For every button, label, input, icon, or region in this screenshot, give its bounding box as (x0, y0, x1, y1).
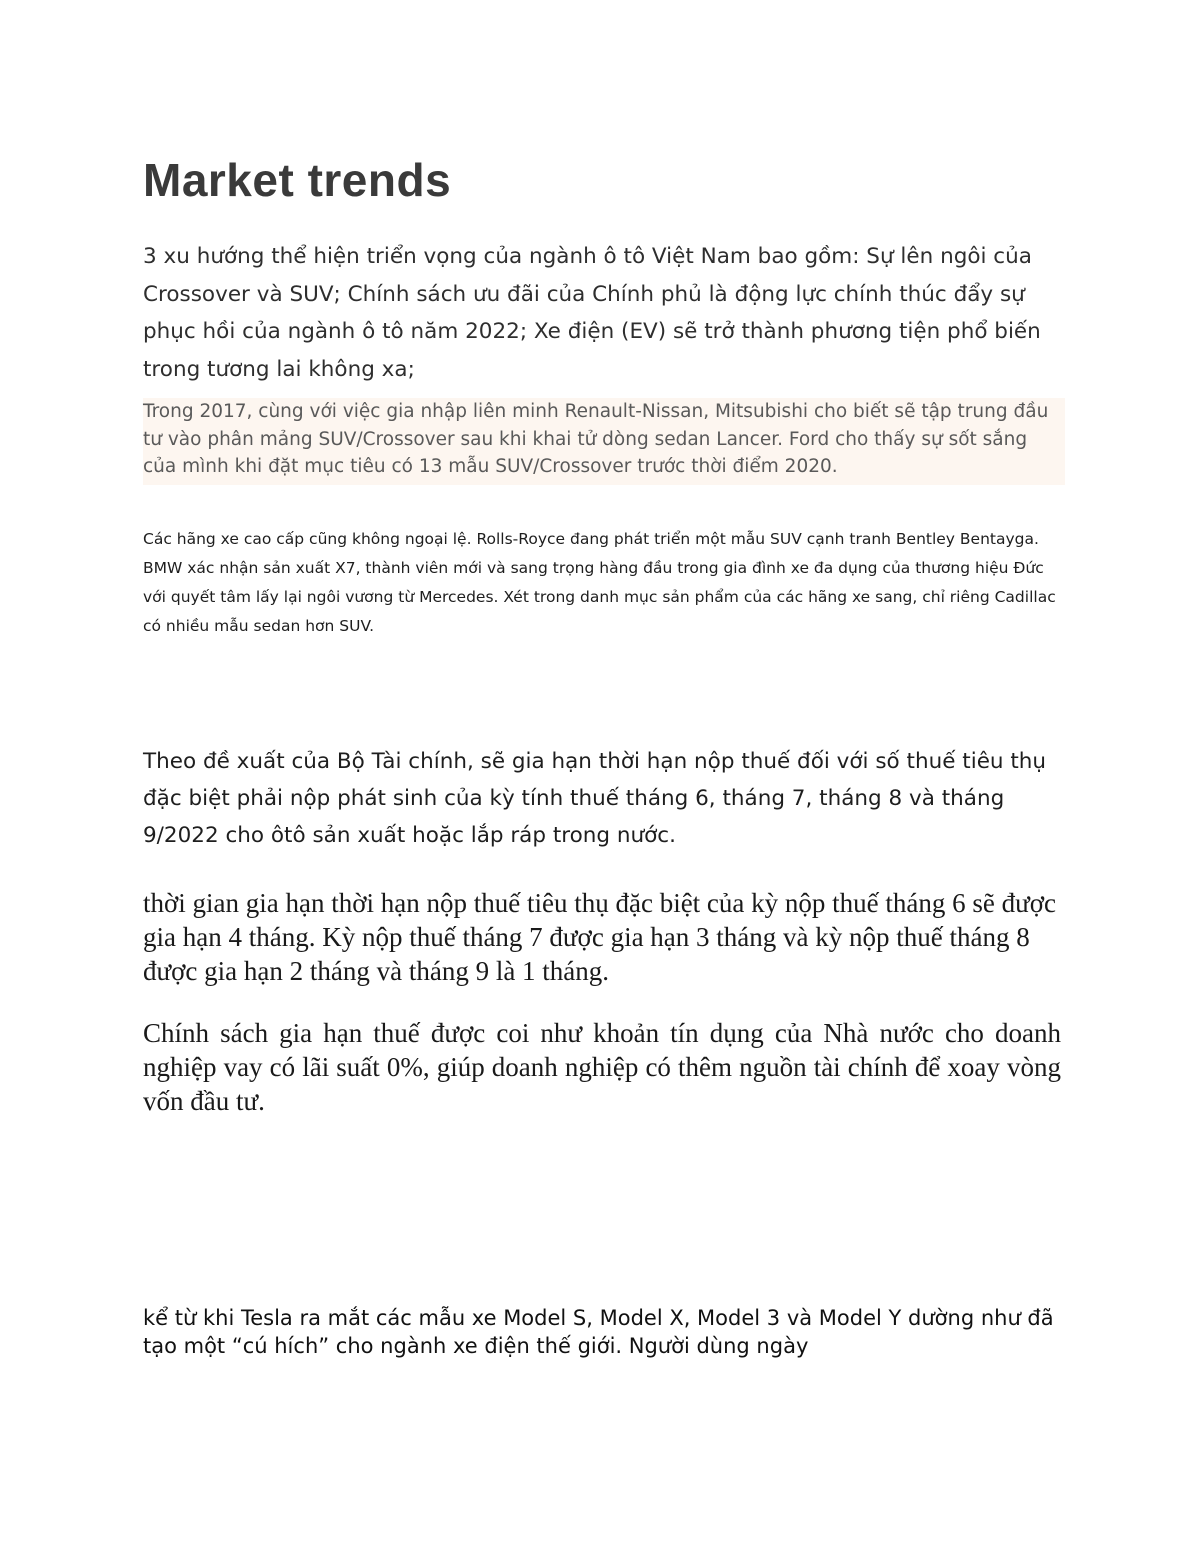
luxury-brands-paragraph: Các hãng xe cao cấp cũng không ngoại lệ. Rolls-Royce đang phát triển một mẫu SUV cạnh tranh Bentley Bentayga. BMW xác nhận sản xuất X7, thành viên mới và sang trọng hàng đầu trong gia đình xe đa dụng của thương hiệu Đức với quyết tâm lấy lại ngôi vương từ Mercedes. Xét trong danh mục sản phẩm của các hãng xe sang, chỉ riêng Cadillac có nhiều mẫu sedan hơn SUV. (143, 530, 1056, 635)
tesla-paragraph: kể từ khi Tesla ra mắt các mẫu xe Model S, Model X, Model 3 và Model Y dường như đã tạo một “cú hích” cho ngành xe điện thế giới. Người dùng ngày (143, 1306, 1054, 1358)
credit-policy-paragraph: Chính sách gia hạn thuế được coi như khoản tín dụng của Nhà nước cho doanh nghiệp vay có lãi suất 0%, giúp doanh nghiệp có thêm nguồn tài chính để xoay vòng vốn đầu tư. (143, 1018, 1061, 1116)
tax-extension-paragraph: thời gian gia hạn thời hạn nộp thuế tiêu thụ đặc biệt của kỳ nộp thuế tháng 6 sẽ được gia hạn 4 tháng. Kỳ nộp thuế tháng 7 được gia hạn 3 tháng và kỳ nộp thuế tháng 8 được gia hạn 2 tháng và tháng 9 là 1 tháng. (143, 888, 1057, 986)
page-title: Market trends (143, 154, 452, 206)
tax-proposal-paragraph: Theo đề xuất của Bộ Tài chính, sẽ gia hạn thời hạn nộp thuế đối với số thuế tiêu thụ đặc biệt phải nộp phát sinh của kỳ tính thuế tháng 6, tháng 7, tháng 8 và tháng 9/2022 cho ôtô sản xuất hoặc lắp ráp trong nước. (143, 749, 1047, 848)
intro-paragraph: 3 xu hướng thể hiện triển vọng của ngành ô tô Việt Nam bao gồm: Sự lên ngôi của Crossover và SUV; Chính sách ưu đãi của Chính phủ là động lực chính thúc đẩy sự phục hồi của ngành ô tô năm 2022; Xe điện (EV) sẽ trở thành phương tiện phổ biến trong tương lai không xa; (143, 244, 1041, 382)
highlighted-paragraph: Trong 2017, cùng với việc gia nhập liên minh Renault-Nissan, Mitsubishi cho biết sẽ tập trung đầu tư vào phân mảng SUV/Crossover sau khi khai tử dòng sedan Lancer. Ford cho thấy sự sốt sắng của mình khi đặt mục tiêu có 13 mẫu SUV/Crossover trước thời điểm 2020. (143, 398, 1065, 485)
